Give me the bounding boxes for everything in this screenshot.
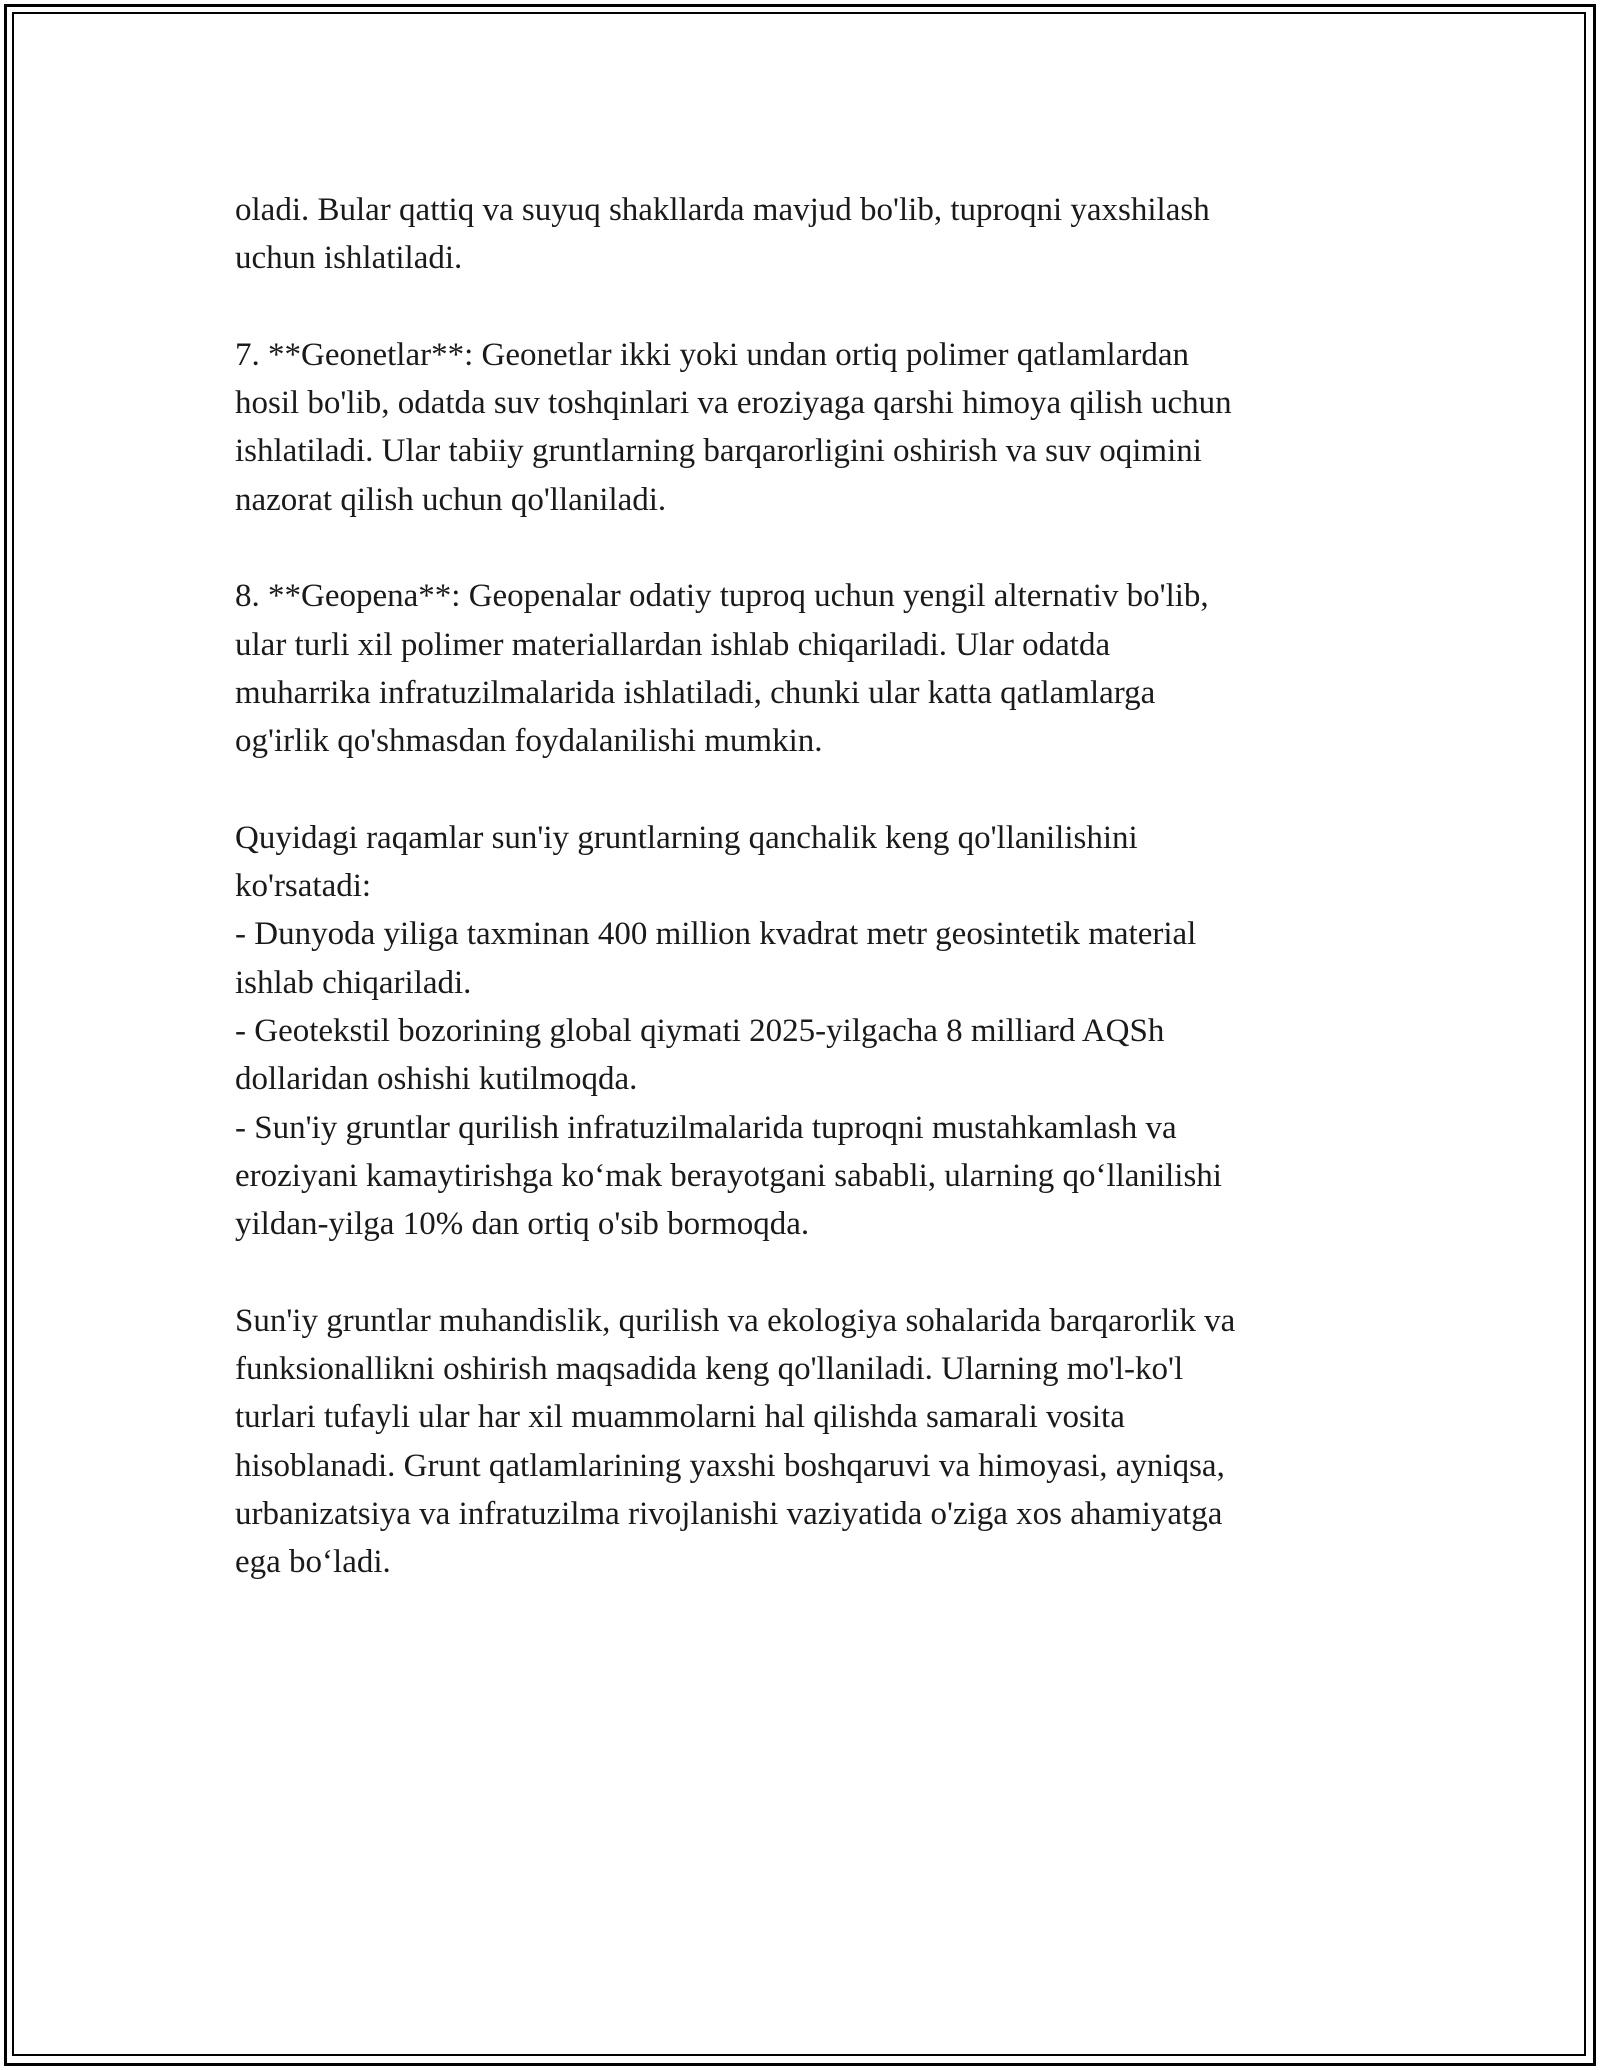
paragraph-continuation <box>235 186 1370 283</box>
document-body <box>235 186 1370 1587</box>
text-line: muharrika infratuzilmalarida ishlatiladi, chunki ular katta qatlamlarga <box>235 674 1156 711</box>
paragraph-gap <box>235 766 1370 814</box>
text-line: ko'rsatadi: <box>235 868 372 905</box>
list-item-line: - Sun'iy gruntlar qurilish infratuzilmalarida tuproqni mustahkamlash va <box>235 1109 1177 1146</box>
text-line: oladi. Bular qattiq va suyuq shakllarda mavjud bo'lib, tuproqni yaxshilash <box>235 192 1210 228</box>
text-line: ular turli xil polimer materiallardan ishlab chiqariladi. Ular odatda <box>235 626 1111 663</box>
text-line: funksionallikni oshirish maqsadida keng qo'llaniladi. Ularning mo'l-ko'l <box>235 1351 1184 1388</box>
text-line: 7. **Geonetlar**: Geonetlar ikki yoki undan ortiq polimer qatlamlardan <box>235 336 1189 373</box>
text-line: ega bo‘ladi. <box>235 1544 391 1581</box>
paragraph-geonetlar <box>235 331 1370 524</box>
list-item-line: eroziyani kamaytirishga ko‘mak berayotgani sababli, ularning qo‘llanilishi <box>235 1157 1222 1194</box>
paragraph-gap <box>235 1249 1370 1297</box>
text-line: og'irlik qo'shmasdan foydalanilishi mumkin. <box>235 723 823 760</box>
list-item-line: - Dunyoda yiliga taxminan 400 million kvadrat metr geosintetik material <box>235 916 1197 953</box>
text-line: ishlatiladi. Ular tabiiy gruntlarning barqarorligini oshirish va suv oqimini <box>235 433 1202 470</box>
text-line: Quyidagi raqamlar sun'iy gruntlarning qanchalik keng qo'llanilishini <box>235 819 1138 856</box>
paragraph-gap <box>235 524 1370 572</box>
paragraph-statistics <box>235 814 1370 1249</box>
list-item-line: - Geotekstil bozorining global qiymati 2025-yilgacha 8 milliard AQSh <box>235 1013 1165 1050</box>
paragraph-geopena <box>235 572 1370 765</box>
text-line: hosil bo'lib, odatda suv toshqinlari va eroziyaga qarshi himoya qilish uchun <box>235 385 1232 422</box>
text-line: nazorat qilish uchun qo'llaniladi. <box>235 481 667 518</box>
list-item-line: ishlab chiqariladi. <box>235 964 472 1001</box>
text-line: turlari tufayli ular har xil muammolarni hal qilishda samarali vosita <box>235 1399 1125 1436</box>
list-item-line: dollaridan oshishi kutilmoqda. <box>235 1061 638 1098</box>
text-line: Sun'iy gruntlar muhandislik, qurilish va ekologiya sohalarida barqarorlik va <box>235 1302 1236 1339</box>
paragraph-gap <box>235 283 1370 331</box>
text-line: hisoblanadi. Grunt qatlamlarining yaxshi boshqaruvi va himoyasi, ayniqsa, <box>235 1447 1225 1484</box>
text-line: urbanizatsiya va infratuzilma rivojlanishi vaziyatida o'ziga xos ahamiyatga <box>235 1496 1223 1533</box>
paragraph-conclusion <box>235 1297 1370 1587</box>
text-line: uchun ishlatiladi. <box>235 240 463 277</box>
text-line: 8. **Geopena**: Geopenalar odatiy tuproq uchun yengil alternativ bo'lib, <box>235 578 1209 615</box>
list-item-line: yildan-yilga 10% dan ortiq o'sib bormoqda. <box>235 1206 810 1243</box>
